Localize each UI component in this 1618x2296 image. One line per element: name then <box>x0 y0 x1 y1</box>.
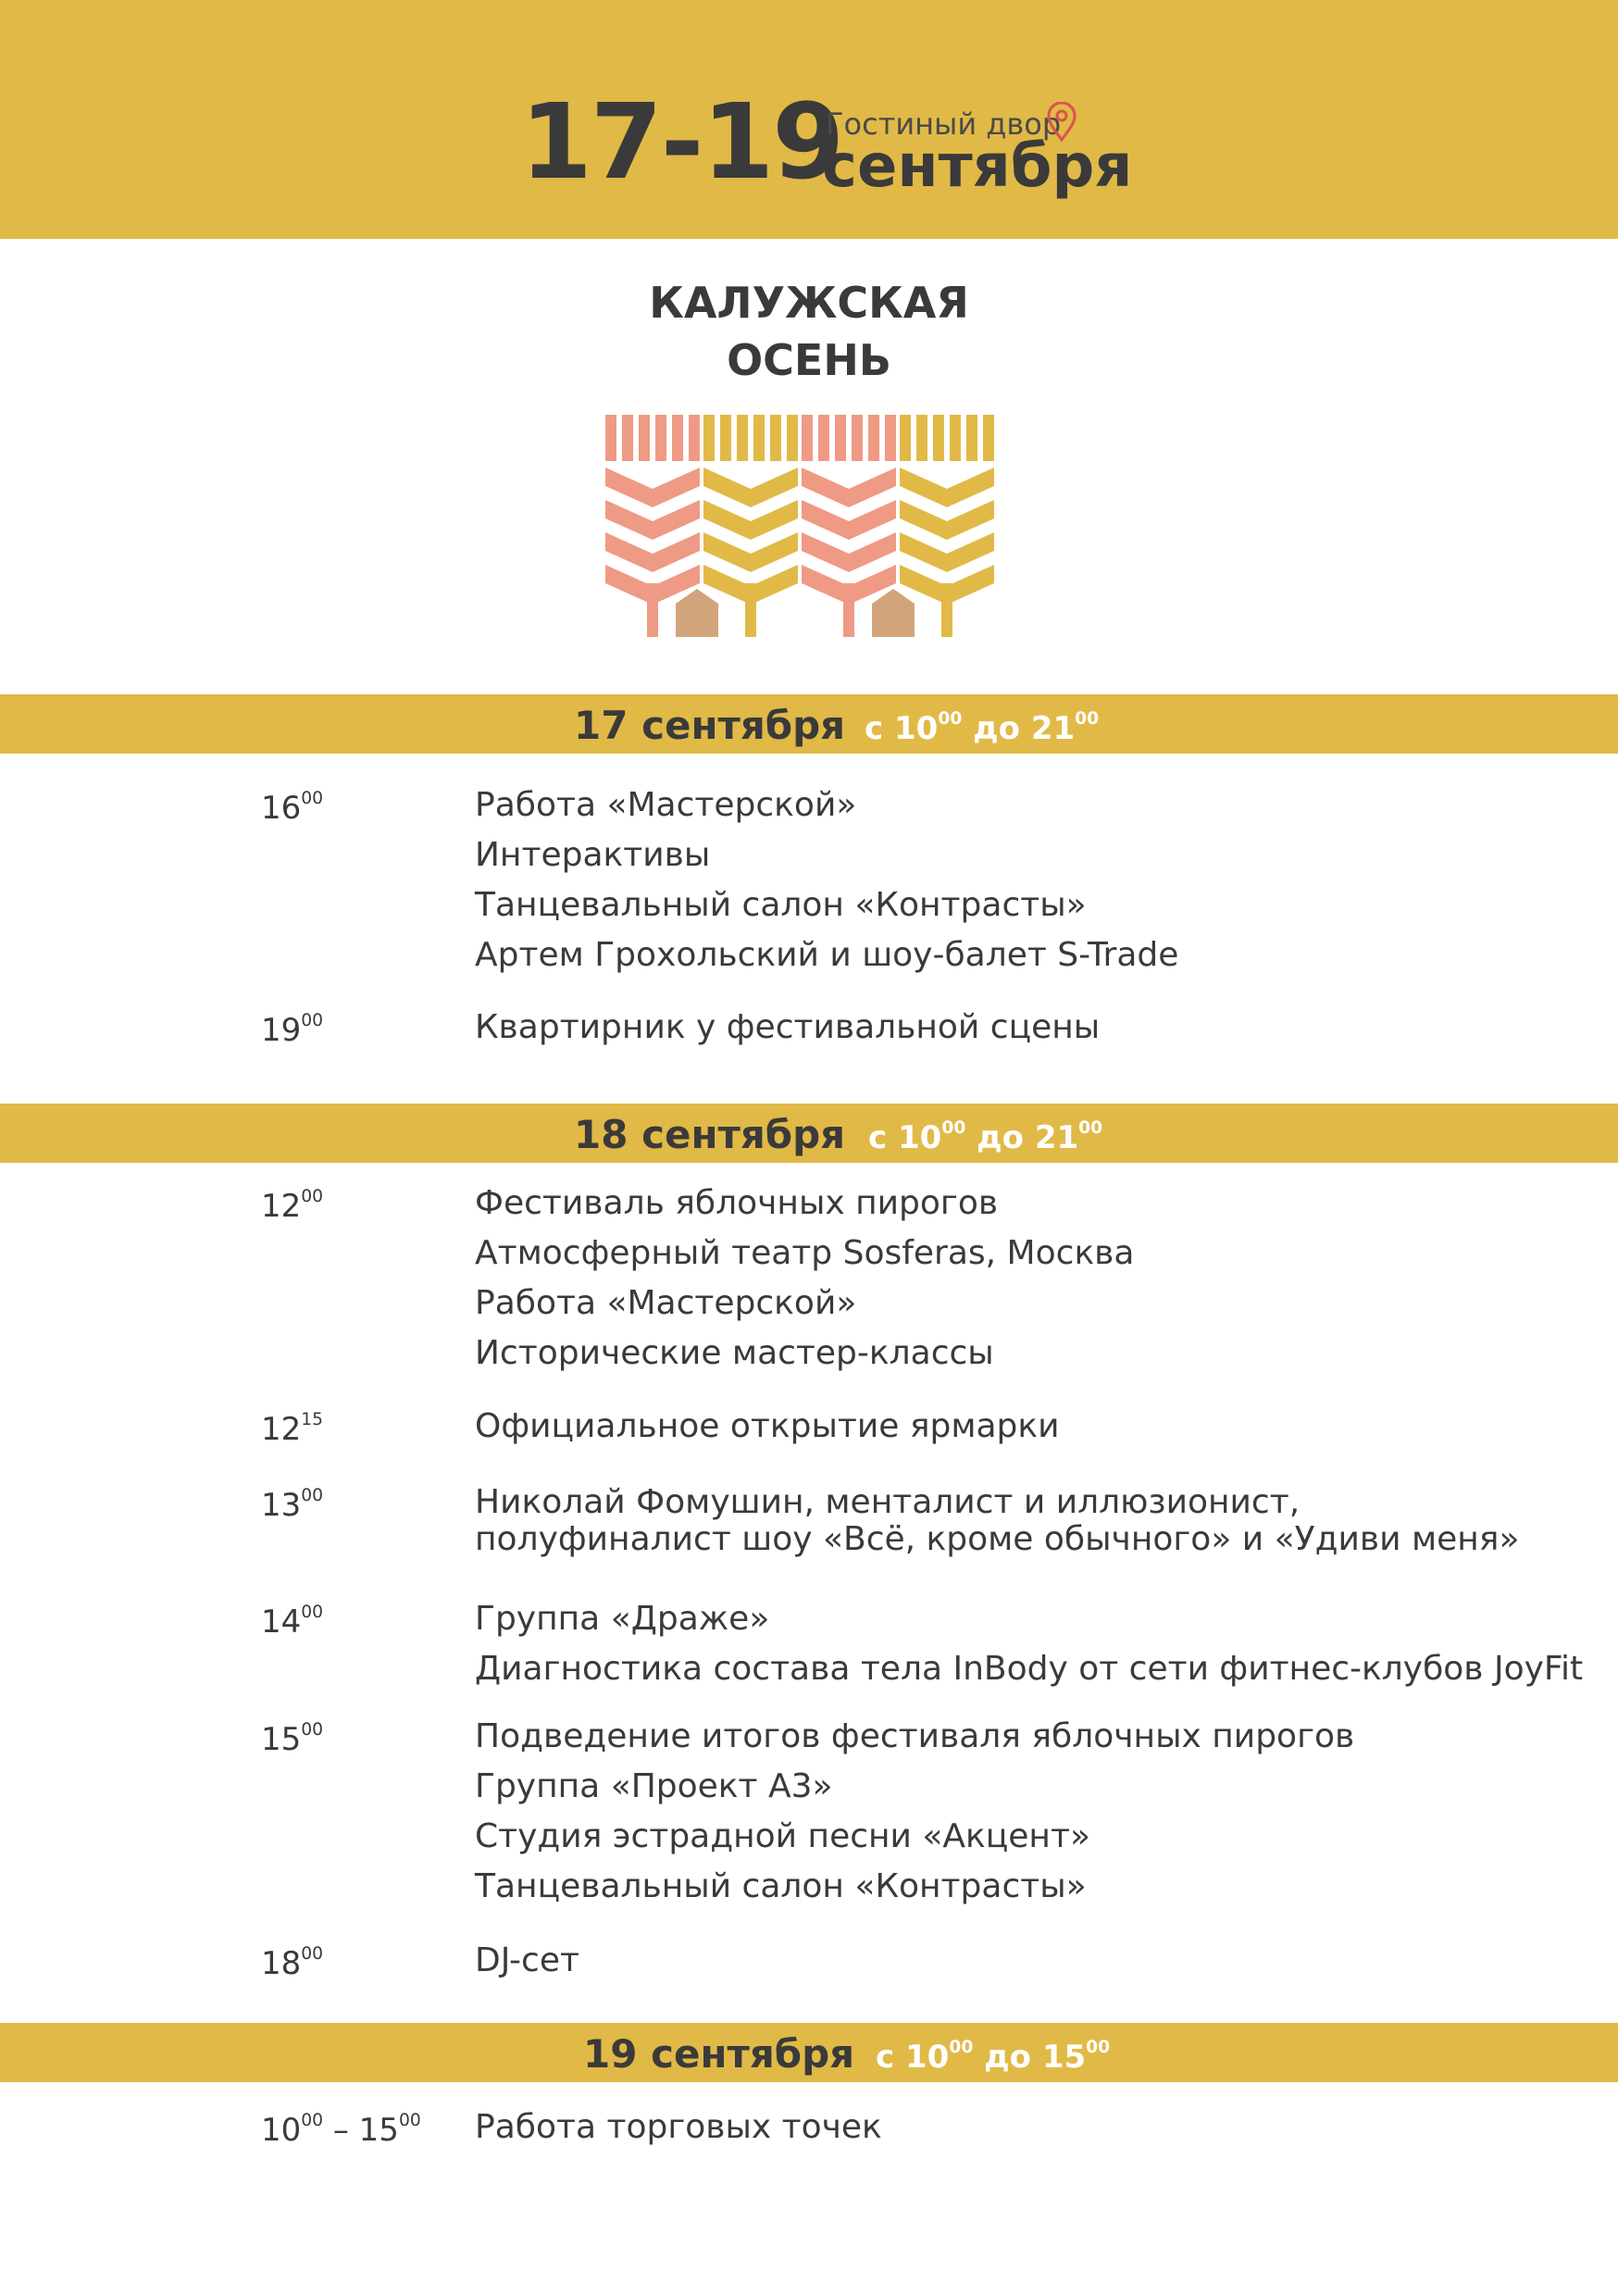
day-hours: с $10^{00}$ до $21^{00}$ <box>865 709 1100 747</box>
time-label: $19^{00}$ <box>261 1011 324 1049</box>
day-title: 18 сентября <box>574 1112 846 1157</box>
event-item: Квартирник у фестивальной сцены <box>475 1008 1101 1046</box>
time-label: $12^{15}$ <box>261 1410 324 1448</box>
festival-title-line2: ОСЕНЬ <box>727 335 891 385</box>
event-item: Артем Грохольский и шоу-балет S-Trade <box>475 936 1179 974</box>
time-label: $13^{00}$ <box>261 1486 324 1524</box>
time-range-label: $10^{00} - 15^{00}$ <box>261 2111 421 2149</box>
festival-title-line1: КАЛУЖСКАЯ <box>649 278 969 328</box>
event-item: Работа «Мастерской» <box>475 1284 857 1322</box>
event-item: Интерактивы <box>475 836 711 874</box>
venue-name: Гостиный двор <box>826 106 1062 142</box>
event-item: Студия эстрадной песни «Акцент» <box>475 1817 1090 1855</box>
event-item: DJ-сет <box>475 1941 579 1979</box>
event-item: Подведение итогов фестиваля яблочных пирогов <box>475 1717 1355 1755</box>
day-title: 19 сентября <box>583 2031 855 2077</box>
time-label: $14^{00}$ <box>261 1603 324 1641</box>
event-item: Работа «Мастерской» <box>475 786 857 824</box>
event-item: Работа торговых точек <box>475 2108 882 2146</box>
time-label: $15^{00}$ <box>261 1720 324 1758</box>
event-item: Группа «Драже» <box>475 1600 770 1638</box>
day-hours: с $10^{00}$ до $15^{00}$ <box>876 2038 1111 2076</box>
time-label: $18^{00}$ <box>261 1944 324 1982</box>
wheat-houses-logo <box>605 407 994 639</box>
time-label: $16^{00}$ <box>261 789 324 827</box>
event-item: Атмосферный театр Sosferas, Москва <box>475 1234 1135 1272</box>
event-item: Группа «Проект А3» <box>475 1767 833 1805</box>
event-item: Фестиваль яблочных пирогов <box>475 1184 999 1222</box>
event-item: Николай Фомушин, менталист и иллюзионист, <box>475 1483 1301 1521</box>
event-month: сентября <box>822 132 1133 201</box>
event-item: Танцевальный салон «Контрасты» <box>475 1867 1087 1905</box>
day-hours: с $10^{00}$ до $21^{00}$ <box>868 1118 1103 1156</box>
event-item: Танцевальный салон «Контрасты» <box>475 886 1087 924</box>
event-item: Официальное открытие ярмарки <box>475 1407 1060 1445</box>
event-dates: 17-19 <box>520 82 843 203</box>
event-item: Исторические мастер-классы <box>475 1334 994 1372</box>
event-item: полуфиналист шоу «Всё, кроме обычного» и «Удиви меня» <box>475 1520 1520 1558</box>
time-label: $12^{00}$ <box>261 1187 324 1225</box>
day-title: 17 сентября <box>574 703 846 748</box>
event-item: Диагностика состава тела InBody от сети фитнес-клубов JoyFit <box>475 1650 1584 1688</box>
